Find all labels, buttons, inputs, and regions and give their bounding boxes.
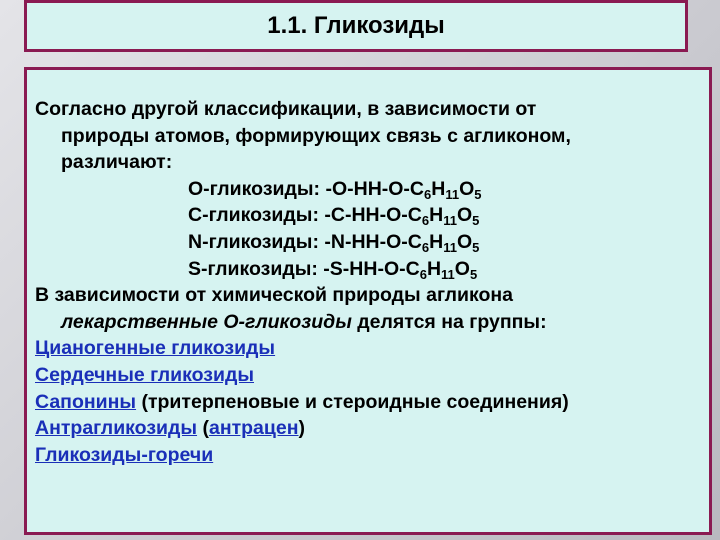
page-title: 1.1. Гликозиды xyxy=(267,12,445,39)
link-cardiac[interactable]: Сердечные гликозиды xyxy=(35,363,254,386)
group-cyanogenic xyxy=(35,335,709,362)
link-anthracene[interactable]: антрацен xyxy=(208,417,299,440)
link-bitter-glycosides[interactable]: Гликозиды-горечи xyxy=(35,443,214,466)
intro-line-1: Согласно другой классификации, в зависимости от xyxy=(35,98,537,120)
group-saponins xyxy=(35,389,709,416)
groups-intro-italic: лекарственные О-гликозиды xyxy=(61,310,352,333)
formula-s: S-гликозиды: $-S-HH-O-C_6H_{11}O_5$ xyxy=(188,257,478,282)
intro-line-2: природы атомов, формирующих связь с агликоном, xyxy=(61,124,571,147)
link-anthraglycosides[interactable]: Антрагликозиды xyxy=(35,417,198,440)
title-box xyxy=(24,0,688,52)
link-saponins[interactable]: Сапонины xyxy=(35,390,137,413)
group-cardiac xyxy=(35,362,709,389)
content-box xyxy=(24,67,712,535)
link-cyanogenic[interactable]: Цианогенные гликозиды xyxy=(35,337,276,360)
intro-line-3: различают: xyxy=(61,151,173,174)
formula-c: C-гликозиды: $-C-HH-O-C_6H_{11}O_5$ xyxy=(188,204,480,229)
groups-intro-line-2: лекарственные О-гликозиды делятся на группы: xyxy=(61,310,547,333)
formula-o: O-гликозиды: $-O-HH-O-C_6H_{11}O_5$ xyxy=(188,177,482,202)
formula-n: N-гликозиды: $-N-HH-O-C_6H_{11}O_5$ xyxy=(188,230,480,255)
group-anthra: Антрагликозиды (антрацен) xyxy=(35,417,306,440)
saponins-note: (тритерпеновые и стероидные соединения) xyxy=(136,390,569,413)
group-bitter xyxy=(35,442,709,469)
groups-intro-line-1: В зависимости от химической природы агликона xyxy=(35,284,514,307)
